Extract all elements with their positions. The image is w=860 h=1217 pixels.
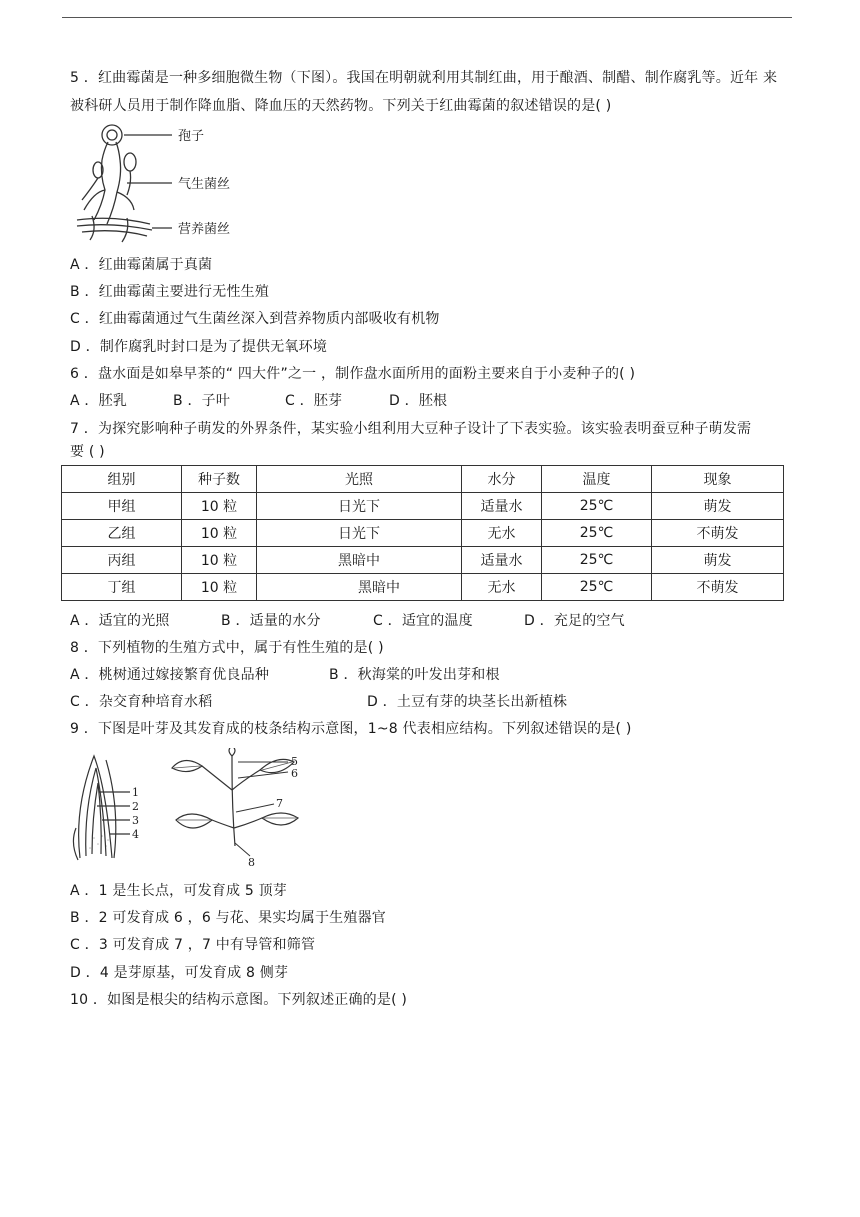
table-cell: 不萌发	[652, 520, 784, 547]
header-group: 组别	[62, 466, 182, 493]
table-cell: 萌发	[652, 493, 784, 520]
table-cell: 25℃	[542, 520, 652, 547]
table-cell: 10 粒	[182, 520, 257, 547]
table-cell: 无水	[462, 574, 542, 601]
q8-stem: 8 ．下列植物的生殖方式中，属于有性生殖的是( )	[70, 640, 384, 656]
q5-option-a[interactable]: A ．红曲霉菌属于真菌	[70, 257, 213, 273]
table-cell: 丁组	[62, 574, 182, 601]
table-cell: 适量水	[462, 547, 542, 574]
table-row	[62, 493, 784, 520]
q6-option-a[interactable]: A ．胚乳	[70, 393, 128, 409]
red-yeast-mold-figure	[72, 120, 252, 245]
leaf-bud-diagram	[73, 756, 130, 860]
branch-label-6: 6	[291, 767, 298, 780]
q6-option-c[interactable]: C ．胚芽	[285, 393, 343, 409]
experiment-table	[61, 465, 784, 601]
bud-label-1: 1	[132, 786, 139, 799]
bud-label-2: 2	[132, 800, 139, 813]
table-cell: 黑暗中	[257, 574, 462, 601]
label-aerial-hyphae: 气生菌丝	[178, 177, 231, 192]
q10-stem: 10 ．如图是根尖的结构示意图。下列叙述正确的是( )	[70, 992, 408, 1008]
table-cell: 25℃	[542, 574, 652, 601]
table-cell: 萌发	[652, 547, 784, 574]
q5-stem-line2: 被科研人员用于制作降血脂、降血压的天然药物。下列关于红曲霉菌的叙述错误的是( )	[70, 98, 612, 114]
bud-label-3: 3	[132, 814, 139, 827]
table-cell: 10 粒	[182, 574, 257, 601]
q6-option-b[interactable]: B ．子叶	[173, 393, 231, 409]
header-water: 水分	[462, 466, 542, 493]
q7-stem-line1: 7 ．为探究影响种子萌发的外界条件，某实验小组利用大豆种子设计了下表实验。该实验表明蚕豆种子萌发需	[70, 421, 752, 437]
table-cell: 25℃	[542, 547, 652, 574]
header-seed-count: 种子数	[182, 466, 257, 493]
q9-option-c[interactable]: C ．3 可发育成 7 ，7 中有导管和筛管	[70, 937, 316, 953]
table-cell: 日光下	[257, 493, 462, 520]
q7-stem-line2: 要 ( )	[70, 444, 105, 460]
table-cell: 甲组	[62, 493, 182, 520]
header-result: 现象	[652, 466, 784, 493]
q5-option-b[interactable]: B ．红曲霉菌主要进行无性生殖	[70, 284, 270, 300]
table-cell: 丙组	[62, 547, 182, 574]
table-row	[62, 520, 784, 547]
table-cell: 不萌发	[652, 574, 784, 601]
header-light: 光照	[257, 466, 462, 493]
q7-option-a[interactable]: A ．适宜的光照	[70, 613, 170, 629]
table-row	[62, 547, 784, 574]
q5-option-c[interactable]: C ．红曲霉菌通过气生菌丝深入到营养物质内部吸收有机物	[70, 311, 440, 327]
table-header-row	[62, 466, 784, 493]
branch-label-8: 8	[248, 856, 255, 869]
q8-option-b[interactable]: B ．秋海棠的叶发出芽和根	[329, 667, 500, 683]
q5-option-d[interactable]: D ．制作腐乳时封口是为了提供无氧环境	[70, 339, 328, 355]
q5-stem-line1: 5 ．红曲霉菌是一种多细胞微生物（下图）。我国在明朝就利用其制红曲，用于酿酒、制醋、制作腐乳等。近年 来	[70, 70, 778, 86]
leaf-bud-and-branch-figure	[72, 748, 307, 870]
table-cell: 10 粒	[182, 547, 257, 574]
label-vegetative-hyphae: 营养菌丝	[178, 222, 231, 237]
table-cell: 适量水	[462, 493, 542, 520]
q9-option-a[interactable]: A ．1 是生长点，可发育成 5 顶芽	[70, 883, 287, 899]
q9-option-b[interactable]: B ．2 可发育成 6 ，6 与花、果实均属于生殖器官	[70, 910, 386, 926]
q6-stem: 6 ．盘水面是如皋早茶的“ 四大件”之一 ，制作盘水面所用的面粉主要来自于小麦种子的( )	[70, 366, 636, 382]
q9-stem: 9 ．下图是叶芽及其发育成的枝条结构示意图，1~8 代表相应结构。下列叙述错误的是( )	[70, 721, 632, 737]
q8-option-d[interactable]: D ．土豆有芽的块茎长出新植株	[367, 694, 568, 710]
branch-label-7: 7	[276, 797, 283, 810]
branch-diagram	[202, 756, 262, 846]
table-cell: 无水	[462, 520, 542, 547]
q7-option-d[interactable]: D ．充足的空气	[524, 613, 625, 629]
q7-option-c[interactable]: C ．适宜的温度	[373, 613, 473, 629]
table-row	[62, 574, 784, 601]
q9-option-d[interactable]: D ．4 是芽原基，可发育成 8 侧芽	[70, 965, 289, 981]
header-temperature: 温度	[542, 466, 652, 493]
q8-option-c[interactable]: C ．杂交育种培育水稻	[70, 694, 213, 710]
table-cell: 25℃	[542, 493, 652, 520]
q7-option-b[interactable]: B ．适量的水分	[221, 613, 321, 629]
table-cell: 黑暗中	[257, 547, 462, 574]
bud-label-4: 4	[132, 828, 139, 841]
spore-head	[102, 125, 122, 145]
q8-option-a[interactable]: A ．桃树通过嫁接繁育优良品种	[70, 667, 270, 683]
q6-option-d[interactable]: D ．胚根	[389, 393, 448, 409]
table-cell: 10 粒	[182, 493, 257, 520]
branch-label-5: 5	[291, 755, 298, 768]
table-cell: 乙组	[62, 520, 182, 547]
label-spore: 孢子	[178, 129, 205, 144]
table-cell: 日光下	[257, 520, 462, 547]
header-rule	[62, 17, 792, 18]
